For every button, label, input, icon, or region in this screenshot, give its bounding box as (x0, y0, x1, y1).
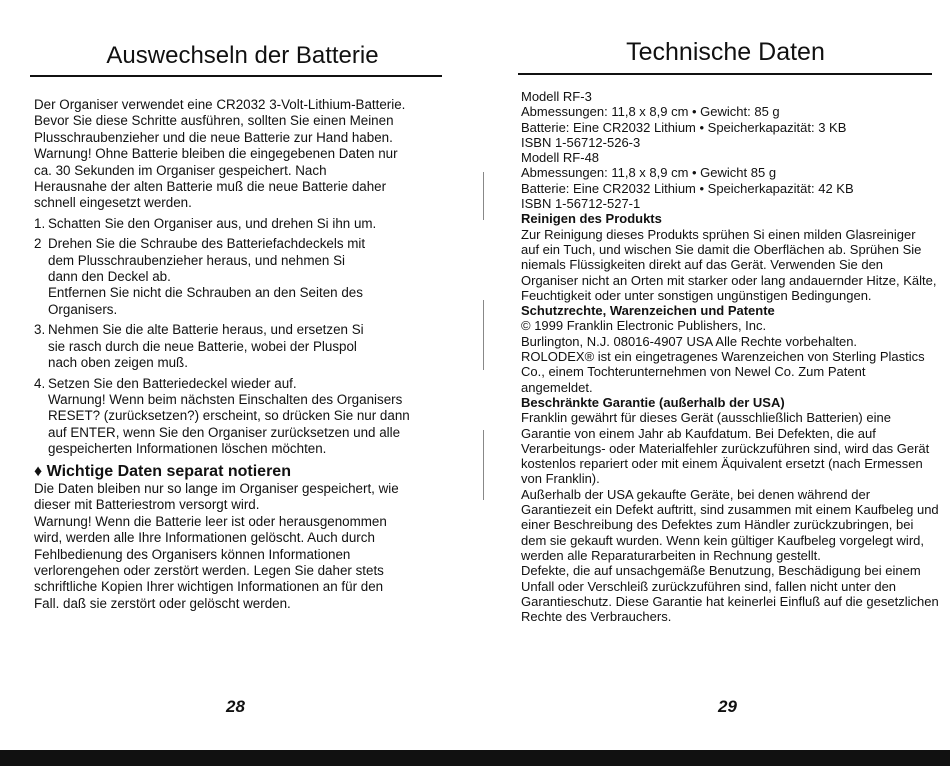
step-line: Entfernen Sie nicht die Schrauben an den Seiten des (48, 285, 363, 301)
section-line: schriftliche Kopien Ihrer wichtigen Informationen an für den (34, 579, 384, 595)
step-number: 1. (34, 215, 46, 231)
intro-line: Plusschraubenzieher und die neue Batterie zur Hand haben. (34, 129, 393, 145)
section-line: Die Daten bleiben nur so lange im Organiser gespeichert, wie (34, 480, 399, 496)
left-page-body (30, 97, 445, 612)
spec-line: Franklin gewährt für dieses Gerät (ausschließlich Batterien) eine (521, 410, 891, 426)
step-line: Drehen Sie die Schraube des Batteriefachdeckels mit (48, 236, 366, 252)
spec-line: ROLODEX® ist ein eingetragenes Warenzeichen von Sterling Plastics (521, 349, 925, 365)
step-line: dem Plusschraubenzieher heraus, und nehmen Si (48, 252, 346, 268)
spec-line: Abmessungen: 11,8 x 8,9 cm • Gewicht: 85 g (521, 104, 780, 120)
step-line: Warnung! Wenn beim nächsten Einschalten des Organisers (48, 391, 403, 407)
spec-line: werden alle Reparaturarbeiten in Rechnung gestellt. (521, 547, 821, 563)
spec-line: Modell RF-48 (521, 150, 600, 166)
left-title-rule (30, 75, 442, 77)
step-line: sie rasch durch die neue Batterie, wobei der Pluspol (48, 338, 357, 354)
intro-line: Der Organiser verwendet eine CR2032 3-Volt-Lithium-Batterie. (34, 97, 406, 112)
spec-line: von Franklin). (521, 471, 600, 487)
page-number-right: 29 (718, 697, 737, 716)
bottom-scan-bar (0, 750, 950, 766)
spec-line: Garantie von einem Jahr ab Kaufdatum. Bei Defekten, die auf (521, 425, 876, 441)
page-number-left: 28 (226, 697, 245, 716)
page-divider (483, 430, 484, 500)
spec-line: kostenlos repariert oder mit einem Äquivalent ersetzt (nach Ermessen (521, 456, 923, 472)
step-item (34, 322, 445, 371)
step-line: Organisers. (48, 301, 118, 317)
intro-line: Bevor Sie diese Schritte ausführen, sollten Sie einen Meinen (34, 113, 394, 129)
spec-line: Garantieschutz. Diese Garantie hat keinerlei Einfluß auf die gesetzlichen (521, 593, 939, 609)
step-text (48, 216, 445, 232)
step-line: Nehmen Sie die alte Batterie heraus, und ersetzen Si (48, 322, 364, 338)
left-page (30, 0, 445, 705)
right-title-rule (518, 73, 932, 75)
spec-heading: Schutzrechte, Warenzeichen und Patente (521, 303, 775, 319)
step-line: auf ENTER, wenn Sie den Organiser zurücksetzen und alle (48, 424, 401, 440)
spec-line: Außerhalb der USA gekaufte Geräte, bei denen während der (521, 486, 871, 502)
step-item (34, 216, 445, 232)
step-line: RESET? (zurücksetzen?) erscheint, so drücken Sie nur dann (48, 408, 410, 424)
spec-line: Feuchtigkeit oder unter sonstigen ungünstigen Bedingungen. (521, 287, 872, 303)
spec-line: Batterie: Eine CR2032 Lithium • Speicherkapazität: 3 KB (521, 119, 847, 135)
intro-line: Herausnahe der alten Batterie muß die neue Batterie daher (34, 179, 387, 195)
intro-line: Warnung! Ohne Batterie bleiben die eingegebenen Daten nur (34, 146, 398, 162)
right-page (518, 0, 939, 705)
step-number: 4. (34, 375, 46, 391)
step-line: Schatten Sie den Organiser aus, und drehen Si ihn um. (48, 215, 377, 231)
spec-line: Rechte des Verbrauchers. (521, 609, 672, 625)
spec-line: Co., einem Tochterunternehmen von Newel Co. Zum Patent (521, 364, 866, 380)
step-text (48, 322, 445, 371)
step-number: 3. (34, 322, 46, 338)
spec-line: angemeldet. (521, 379, 593, 395)
spec-heading: Beschränkte Garantie (außerhalb der USA) (521, 394, 785, 410)
battery-intro (34, 97, 445, 212)
spec-line: dem sie gekauft wurden. Wenn kein gültiger Kaufbeleg vorgelegt wird, (521, 532, 924, 548)
section-line: Fehlbedienung des Organisers können Informationen (34, 546, 351, 562)
step-line: nach oben zeigen muß. (48, 355, 188, 371)
step-item (34, 236, 445, 318)
spec-line: Abmessungen: 11,8 x 8,9 cm • Gewicht 85 g (521, 165, 777, 181)
step-number: 2 (34, 236, 42, 252)
step-text (48, 376, 445, 458)
section-line: dieser mit Batteriestrom versorgt wird. (34, 497, 260, 513)
battery-steps (34, 216, 445, 458)
step-text (48, 236, 445, 318)
spec-line: Verarbeitungs- oder Materialfehler zurückzuführen sind, wird das Gerät (521, 440, 930, 456)
spec-line: einer Beschreibung des Defektes zum Händler zurückzubringen, bei (521, 517, 914, 533)
step-line: gespeicherten Informationen löschen möchten. (48, 441, 327, 457)
section-text (34, 481, 445, 612)
page-divider (483, 172, 484, 220)
spec-line: auf ein Tuch, und wischen Sie damit die Oberflächen ab. Sprühen Sie (521, 241, 922, 257)
step-line: Setzen Sie den Batteriedeckel wieder auf. (48, 375, 297, 391)
spec-line: Burlington, N.J. 08016-4907 USA Alle Rechte vorbehalten. (521, 333, 858, 349)
spec-line: Unfall oder Verschleiß zurückzuführen sind, fallen nicht unter den (521, 578, 897, 594)
left-page-title: Auswechseln der Batterie (106, 42, 379, 69)
spec-line: Modell RF-3 (521, 89, 592, 104)
section-line: verlorengehen oder zerstört werden. Legen Sie daher stets (34, 562, 384, 578)
intro-line: ca. 30 Sekunden im Organiser gespeichert. Nach (34, 162, 327, 178)
spec-heading: Reinigen des Produkts (521, 211, 662, 227)
spec-line: ISBN 1-56712-527-1 (521, 196, 641, 212)
section-line: Warnung! Wenn die Batterie leer ist oder herausgenommen (34, 513, 387, 529)
spec-line: niemals Flüssigkeiten direkt auf das Gerät. Verwenden Sie den (521, 257, 884, 273)
spec-line: ISBN 1-56712-526-3 (521, 134, 641, 150)
spec-line: Garantiezeit ein Defekt auftritt, sind zusammen mit einem Kaufbeleg und (521, 502, 939, 518)
section-line: Fall. daß sie zerstört oder gelöscht werden. (34, 595, 291, 611)
spec-line: Zur Reinigung dieses Produkts sprühen Si einen milden Glasreiniger (521, 226, 916, 242)
section-line: wird, werden alle Ihre Informationen gelöscht. Auch durch (34, 530, 375, 546)
spec-line: Defekte, die auf unsachgemäße Benutzung, Beschädigung bei einem (521, 563, 921, 579)
section-heading: ♦ Wichtige Daten separat notieren (34, 462, 291, 480)
spec-line: Batterie: Eine CR2032 Lithium • Speicherkapazität: 42 KB (521, 180, 854, 196)
spec-line: © 1999 Franklin Electronic Publishers, Inc. (521, 318, 767, 334)
right-page-body (518, 89, 939, 625)
right-page-title: Technische Daten (626, 38, 825, 66)
intro-line: schnell eingesetzt werden. (34, 195, 192, 211)
step-item (34, 376, 445, 458)
step-line: dann den Deckel ab. (48, 269, 171, 285)
page-divider (483, 300, 484, 370)
spec-line: Organiser nicht an Orten mit starker oder lang andauernder Hitze, Kälte, (521, 272, 937, 288)
